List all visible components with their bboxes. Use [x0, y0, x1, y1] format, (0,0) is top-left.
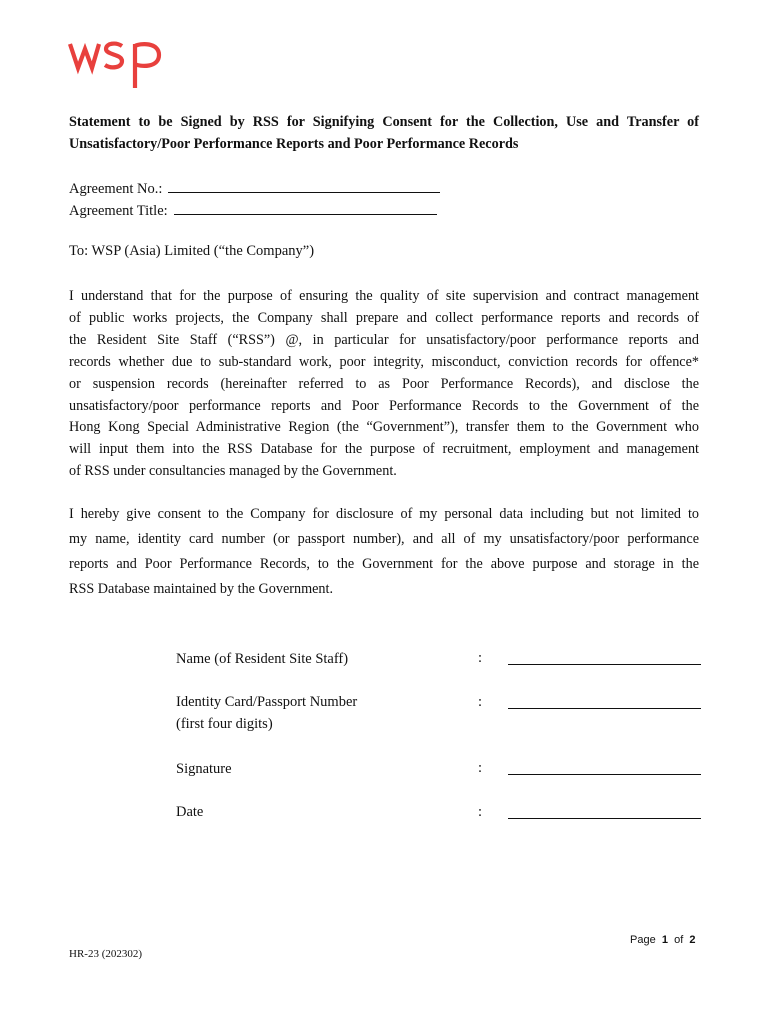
- signature-colon: :: [478, 760, 483, 776]
- paragraph-understanding: [69, 286, 699, 483]
- document-title: [69, 111, 699, 155]
- paragraph1-line: unsatisfactory/poor performance reports and Poor Performance Records to the Government of the: [69, 397, 699, 414]
- signature-line[interactable]: [508, 774, 701, 775]
- id-label-line-1: Identity Card/Passport Number: [176, 694, 358, 710]
- page-word: Page: [630, 934, 656, 946]
- paragraph1-line: the Resident Site Staff (“RSS”) @, in particular for unsatisfactory/poor performance reports and: [69, 331, 699, 348]
- form-code: HR-23 (202302): [69, 948, 143, 960]
- wsp-logo-mark: [70, 44, 159, 88]
- id-colon: :: [478, 694, 483, 710]
- date-label: Date: [176, 804, 204, 820]
- name-label: Name (of Resident Site Staff): [176, 651, 349, 667]
- name-signature-line[interactable]: [508, 664, 701, 665]
- paragraph1-line: Hong Kong Special Administrative Region (the “Government”), transfer them to the Government who: [69, 419, 699, 436]
- date-line[interactable]: [508, 818, 701, 819]
- paragraph2-line: my name, identity card number (or passport number), and all of my unsatisfactory/poor performance: [69, 531, 699, 547]
- paragraph2-line: reports and Poor Performance Records, to the Government for the above purpose and storage in the: [69, 556, 699, 572]
- paragraph2-line: RSS Database maintained by the Government.: [69, 581, 333, 597]
- page-total: 2: [689, 934, 696, 946]
- name-colon: :: [478, 650, 483, 666]
- signature-label: Signature: [176, 761, 232, 777]
- paragraph1-line: of public works projects, the Company shall prepare and collect performance reports and records of: [69, 309, 699, 326]
- page-number: [630, 934, 696, 946]
- agreement-no-row: [69, 178, 440, 198]
- agreement-no-label: Agreement No.:: [69, 181, 163, 197]
- page-current: 1: [661, 934, 668, 946]
- paragraph1-line: of RSS under consultancies managed by the Government.: [69, 463, 397, 480]
- title-line-2: Unsatisfactory/Poor Performance Reports and Poor Performance Records: [69, 136, 519, 152]
- agreement-title-line: [174, 200, 437, 215]
- id-number-line[interactable]: [508, 708, 701, 709]
- paragraph1-line: or suspension records (hereinafter referred to as Poor Performance Records), and disclose the: [69, 375, 699, 392]
- agreement-title-row: [69, 200, 437, 220]
- agreement-no-line: [168, 178, 440, 193]
- paragraph1-line: will input them into the RSS Database for the purpose of recruitment, employment and management: [69, 441, 699, 458]
- paragraph2-line: I hereby give consent to the Company for disclosure of my personal data including but not limited to: [69, 506, 699, 522]
- page-of: of: [674, 934, 684, 946]
- id-label-line-2: (first four digits): [176, 716, 273, 732]
- agreement-title-label: Agreement Title:: [69, 203, 168, 219]
- paragraph1-line: records whether due to sub-standard work, poor integrity, misconduct, conviction records for offence*: [69, 353, 699, 370]
- wsp-logo: [68, 40, 170, 92]
- paragraph-consent: [69, 502, 699, 602]
- title-line-1: Statement to be Signed by RSS for Signifying Consent for the Collection, Use and Transfer of: [69, 114, 699, 130]
- date-colon: :: [478, 804, 483, 820]
- paragraph1-line: I understand that for the purpose of ensuring the quality of site supervision and contract management: [69, 288, 699, 304]
- addressee-line: To: WSP (Asia) Limited (“the Company”): [69, 243, 315, 259]
